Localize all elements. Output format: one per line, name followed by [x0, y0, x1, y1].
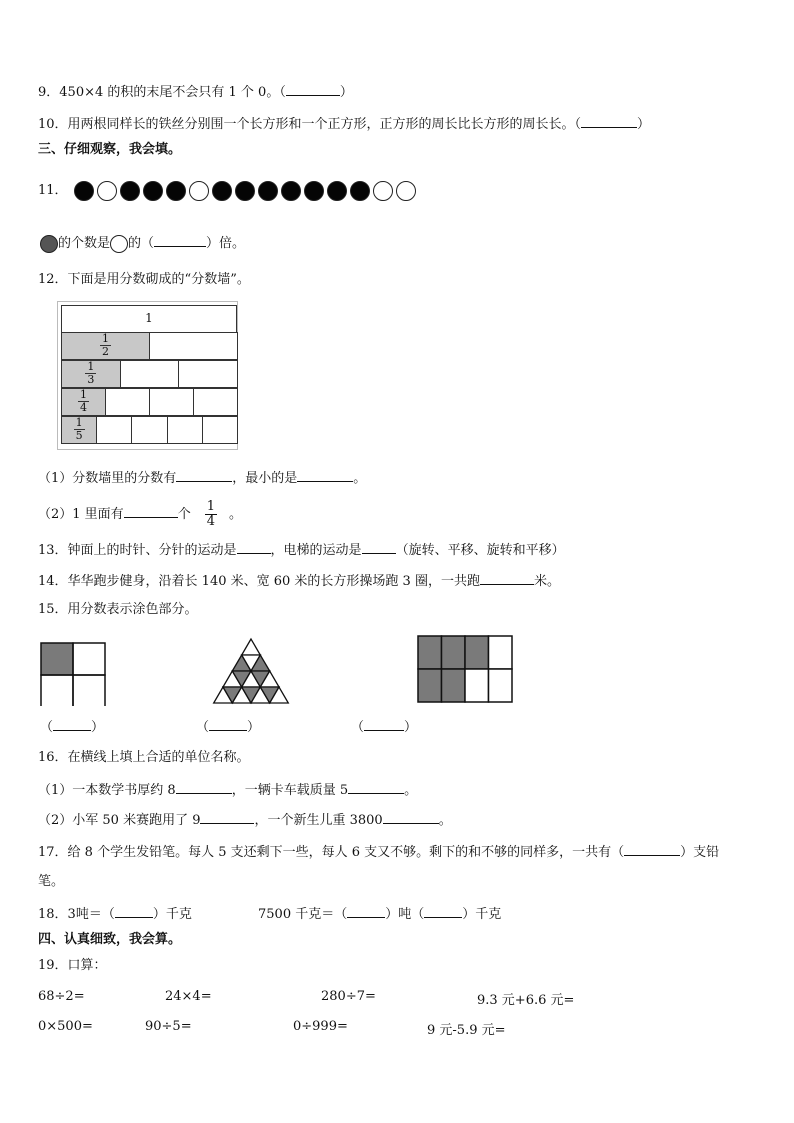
answer-blank[interactable] [286, 83, 340, 96]
answer-blank[interactable] [348, 781, 404, 794]
calc-item: 0×500= [38, 1019, 93, 1034]
answer-blank[interactable] [209, 718, 247, 731]
fraction-denominator: 4 [80, 401, 87, 414]
filled-circle-icon [40, 235, 58, 253]
question-12-sub2: （2）1 里面有 个 $\frac{1}{4}$ 。 [38, 499, 242, 529]
answer-blank[interactable] [154, 234, 206, 247]
answer-blank[interactable] [200, 811, 254, 824]
square-figure [38, 640, 108, 706]
rectangle-figure [416, 634, 514, 704]
fraction-wall [57, 301, 238, 450]
wall-cell [105, 388, 150, 416]
question-10: 10．用两根同样长的铁丝分别围一个长方形和一个正方形，正方形的周长比长方形的周长长。（ ） [38, 117, 651, 132]
answer-15-3: （ ） [351, 720, 418, 735]
question-18-b: 7500 千克＝（ ）吨（ ）千克 [258, 907, 502, 922]
fraction-denominator: 3 [87, 373, 95, 386]
calc-item: 90÷5= [145, 1019, 192, 1034]
fraction-numerator: 1 [87, 360, 95, 373]
empty-circle [373, 181, 393, 201]
filled-circle [74, 181, 94, 201]
question-16-title: 16．在横线上填上合适的单位名称。 [38, 750, 250, 765]
wall-cell [149, 388, 194, 416]
wall-row [61, 360, 237, 388]
calc-item: 9 元-5.9 元= [427, 1023, 506, 1038]
answer-blank[interactable] [480, 572, 534, 585]
section-4-heading: 四、认真细致，我会算。 [38, 932, 182, 947]
wall-whole-cell: 1 [61, 305, 237, 333]
empty-circle [396, 181, 416, 201]
answer-blank[interactable] [124, 505, 178, 518]
answer-blank[interactable] [364, 718, 404, 731]
filled-circle [212, 181, 232, 201]
question-17: 17．给 8 个学生发铅笔。每人 5 支还剩下一些，每人 6 支又不够。剩下的和不够的同样多，一共有（ ）支铅 [38, 845, 720, 860]
question-12-sub1: （1）分数墙里的分数有 ，最小的是 。 [38, 471, 367, 486]
calc-item: 280÷7= [321, 989, 376, 1004]
empty-circle [97, 181, 117, 201]
section-3-heading: 三、仔细观察，我会填。 [38, 142, 182, 157]
empty-circle [189, 181, 209, 201]
wall-row [61, 332, 237, 360]
fraction-one-quarter: $\frac{1}{4}$ [206, 499, 215, 529]
calc-item: 24×4= [165, 989, 212, 1004]
question-13: 13．钟面上的时针、分针的运动是 ，电梯的运动是 （旋转、平移、旋转和平移） [38, 543, 565, 558]
filled-circle [304, 181, 324, 201]
question-9: 9．450×4 的积的末尾不会只有 1 个 0。（ ） [38, 85, 353, 100]
wall-cell [96, 416, 132, 444]
fraction-numerator: 1 [102, 332, 109, 345]
filled-circle [327, 181, 347, 201]
filled-circle [143, 181, 163, 201]
filled-circle [258, 181, 278, 201]
filled-circle [281, 181, 301, 201]
filled-circle [235, 181, 255, 201]
wall-cell [167, 416, 203, 444]
shaded-quarter [41, 643, 73, 675]
answer-blank[interactable] [237, 541, 271, 554]
answer-blank[interactable] [53, 718, 91, 731]
filled-circle [166, 181, 186, 201]
calc-item: 9.3 元+6.6 元= [477, 993, 575, 1008]
question-15-title: 15．用分数表示涂色部分。 [38, 602, 198, 617]
wall-cell [178, 360, 238, 388]
answer-15-1: （ ） [40, 720, 105, 735]
wall-cell-labeled [61, 332, 150, 360]
calc-item: 0÷999= [293, 1019, 348, 1034]
answer-blank[interactable] [581, 115, 637, 128]
answer-blank[interactable] [347, 905, 385, 918]
question-11-text: 的个数是 的（ ）倍。 [40, 234, 245, 253]
question-11-number: 11． [38, 183, 68, 198]
answer-blank[interactable] [176, 469, 232, 482]
filled-circle [350, 181, 370, 201]
wall-cell-labeled [61, 416, 97, 444]
answer-blank[interactable] [297, 469, 353, 482]
question-12-title: 12．下面是用分数砌成的“分数墙”。 [38, 272, 250, 287]
wall-cell [120, 360, 180, 388]
wall-cell [193, 388, 238, 416]
wall-row [61, 416, 237, 444]
filled-circle [120, 181, 140, 201]
wall-cell [131, 416, 167, 444]
question-16-sub2: （2）小军 50 米赛跑用了 9 ，一个新生儿重 3800 。 [38, 813, 452, 828]
answer-blank[interactable] [115, 905, 153, 918]
fraction-denominator: 2 [102, 345, 109, 358]
answer-15-2: （ ） [196, 720, 261, 735]
wall-cell [149, 332, 238, 360]
answer-blank[interactable] [383, 811, 439, 824]
answer-blank[interactable] [176, 781, 232, 794]
answer-blank[interactable] [424, 905, 462, 918]
question-18-a: 18．3吨＝（ ）千克 [38, 907, 192, 922]
calc-item: 68÷2= [38, 989, 85, 1004]
question-17-cont: 笔。 [38, 874, 65, 889]
wall-row [61, 388, 237, 416]
triangle-figure [210, 637, 294, 707]
wall-cell [202, 416, 238, 444]
fraction-numerator: 1 [80, 388, 87, 401]
fraction-numerator: 1 [75, 416, 83, 429]
fraction-denominator: 5 [75, 429, 83, 442]
wall-cell-labeled [61, 388, 106, 416]
wall-cell-labeled [61, 360, 121, 388]
question-16-sub1: （1）一本数学书厚约 8 ，一辆卡车载质量 5 。 [38, 783, 418, 798]
question-19-title: 19．口算： [38, 958, 107, 973]
question-14: 14．华华跑步健身，沿着长 140 米、宽 60 米的长方形操场跑 3 圈，一共跑 米。 [38, 574, 560, 589]
answer-blank[interactable] [624, 843, 680, 856]
answer-blank[interactable] [362, 541, 396, 554]
empty-circle-icon [110, 235, 128, 253]
